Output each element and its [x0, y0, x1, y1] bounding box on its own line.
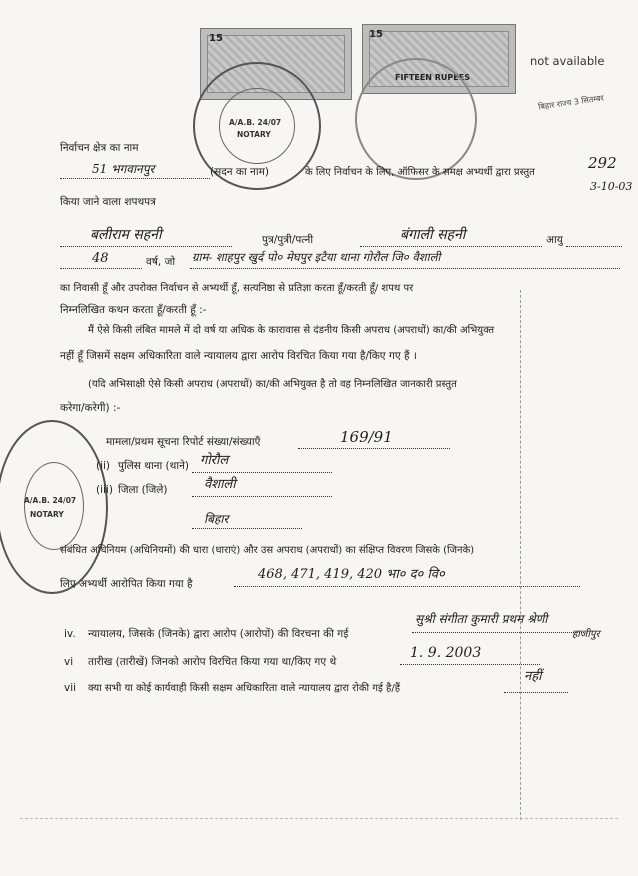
address-prefix: वर्ष, जो [146, 256, 176, 268]
item7-num: vi [64, 656, 74, 668]
item8-num: vii [64, 682, 77, 694]
item1-value: 169/91 [340, 428, 393, 446]
item3-label: जिला (जिले) [118, 484, 168, 496]
para1-line1: मैं ऐसे किसी लंबित मामले में दो वर्ष या अधिक के कारावास से दंडनीय किसी अपराध (अपराधों) का/की अभियुक्त [88, 325, 495, 336]
father-name: बंगाली सहनी [400, 227, 466, 243]
item8-value: नहीं [524, 669, 542, 684]
notary-seal-top-reg: A/A.B. 24/07 [229, 118, 282, 127]
age-label: आयु [546, 234, 563, 246]
item6-label: न्यायालय, जिसके (जिनके) द्वारा आरोप (आरोपों) की विरचना की गई [88, 628, 349, 640]
form-line-5: का निवासी हूँ और उपरोक्त निर्वाचन से अभ्यर्थी हूँ, सत्यनिष्ठा से प्रतिज्ञा करता हूँ/करती हूँ/ शपथ पर [60, 283, 414, 294]
deponent-name: बलीराम सहनी [90, 227, 162, 243]
stamp-label: FIFTEEN RUPEES [395, 73, 470, 82]
item5-line1: संबंधित अधिनियम (अधिनियमों) की धारा (धाराएं) और उस अपराध (अपराधों) का संक्षिप्त विवरण जिसके (जिनके) [60, 545, 475, 556]
not-available-text: not available [530, 54, 605, 68]
item3-num: (iii) [96, 484, 113, 496]
item7-label: तारीख (तारीखें) जिनको आरोप विरचित किया गया था/किए गए थे [88, 656, 337, 668]
item5-line2-label: लिए अभ्यर्थी आरोपित किया गया है [60, 578, 193, 590]
item2-value: गोरौल [200, 453, 229, 468]
notary-seal-middle [0, 420, 111, 594]
fold-line [520, 290, 521, 820]
stamp-value-left: 15 [209, 33, 223, 44]
notary-seal-top-label: NOTARY [237, 130, 271, 139]
para1-line2: नहीं हूँ जिसमें सक्षम अधिकारिता वाले न्यायालय द्वारा आरोप विरचित किया गया है/किए गए हैं । [60, 350, 417, 362]
form-line-2: किया जाने वाला शपथपत्र [60, 196, 156, 208]
item1-label: मामला/प्रथम सूचना रिपोर्ट संख्या/संख्याएँ [106, 436, 261, 448]
receipt-number: 292 [588, 154, 617, 172]
constituency-label: निर्वाचन क्षेत्र का नाम [60, 142, 139, 154]
address-value: ग्राम- शाहपुर खुर्द पो० मेघपुर इटैया थाना गोरौल जि० वैशाली [192, 250, 441, 264]
item6-value: सुश्री संगीता कुमारी प्रथम श्रेणी [415, 612, 548, 626]
item8-label: क्या सभी या कोई कार्यवाही किसी सक्षम अधिकारिता वाले न्यायालय द्वारा रोकी गई है/हैं [88, 683, 401, 694]
relation-label: पुत्र/पुत्री/पत्नी [262, 234, 314, 246]
form-line-6: निम्नलिखित कथन करता हूँ/करती हूँ :- [60, 304, 207, 316]
court-seal [355, 58, 477, 180]
para2-line1: (यदि अभिसाक्षी ऐसे किसी अपराध (अपराधों) का/की अभियुक्त है तो वह निम्नलिखित जानकारी प्रस्तुत [88, 379, 457, 390]
receipt-date: 3-10-03 [590, 180, 633, 193]
stamp-value-right: 15 [369, 29, 383, 40]
item7-value: 1. 9. 2003 [410, 645, 482, 661]
scan-edge [20, 818, 618, 819]
item6-num: iv. [64, 628, 76, 640]
form-line-1: के लिए निर्वाचन के लिए, ऑफिसर के समक्ष अभ्यर्थी द्वारा प्रस्तुत [305, 167, 535, 178]
para2-line2: करेगा/करेगी) :- [60, 402, 121, 414]
item6-value-2: हाजीपुर [572, 629, 600, 640]
item5-value: 468, 471, 419, 420 भा० द० वि० [258, 567, 445, 582]
item2-label: पुलिस थाना (थाने) [118, 460, 190, 472]
constituency-value: 51 भगवानपुर [92, 162, 155, 176]
item4-value: बिहार [204, 512, 229, 526]
age-value: 48 [92, 251, 109, 266]
corner-seal-text: बिहार राज्य 3 सितम्बर [537, 93, 605, 112]
house-prefix: (सदन का नाम) [210, 166, 269, 178]
item2-num: (ii) [96, 460, 111, 472]
notary-seal-middle-reg: A/A.B. 24/07 [24, 496, 77, 505]
notary-seal-middle-label: NOTARY [30, 510, 64, 519]
item3-value: वैशाली [204, 477, 236, 492]
